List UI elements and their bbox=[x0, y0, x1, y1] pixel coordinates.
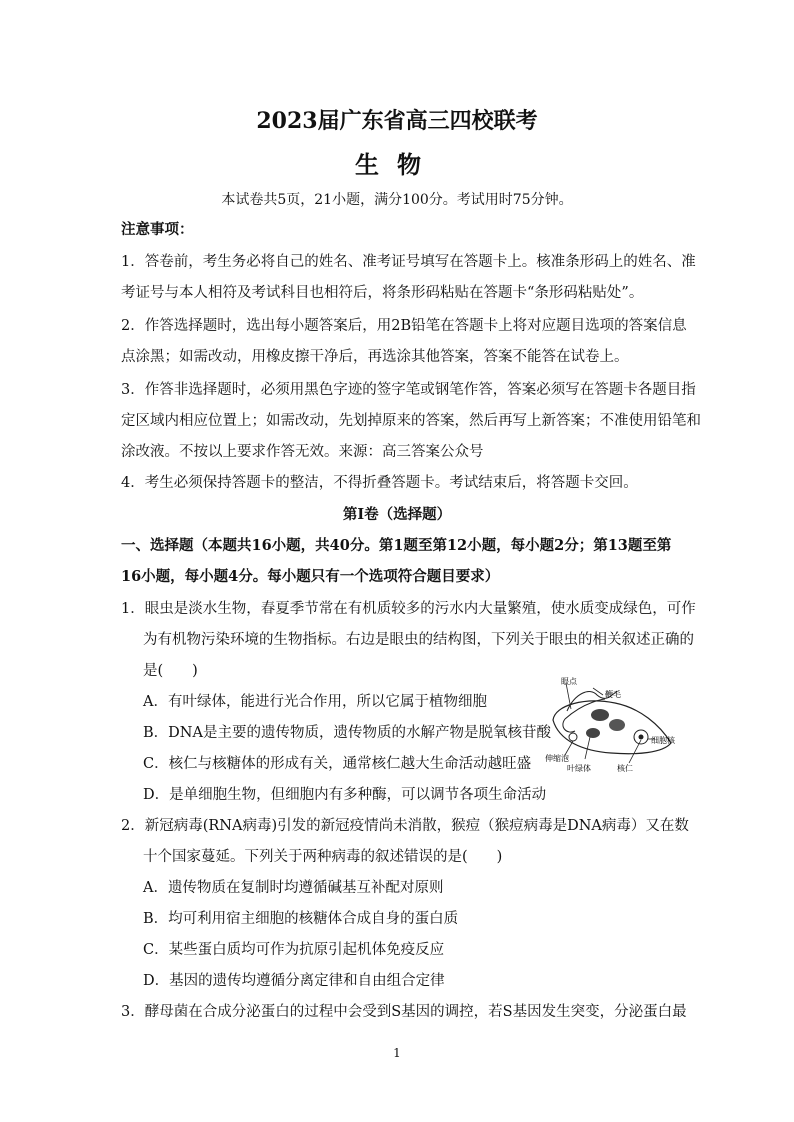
contractile-vacuole-shape bbox=[569, 733, 577, 741]
notes-line: 考证号与本人相符及考试科目也相符后，将条形码粘贴在答题卡“条形码粘贴处”。 bbox=[121, 285, 644, 301]
notes-line: 1．答卷前，考生务必将自己的姓名、准考证号填写在答题卡上。核准条形码上的姓名、准 bbox=[121, 254, 696, 270]
eyespot-label: 眼点 bbox=[561, 677, 577, 686]
flagellum-label: 鞭毛 bbox=[605, 690, 621, 699]
q1-option-c: C．核仁与核糖体的形成有关，通常核仁越大生命活动越旺盛 bbox=[143, 756, 532, 772]
q2-option-a: A．遗传物质在复制时均遵循碱基互补配对原则 bbox=[143, 880, 444, 896]
notes-line: 3．作答非选择题时，必须用黑色字迹的签字笔或钢笔作答，答案必须写在答题卡各题目指 bbox=[121, 382, 696, 398]
nucleolus-shape bbox=[639, 735, 644, 740]
leader-line bbox=[593, 688, 603, 695]
exam-info: 本试卷共5页，21小题，满分100分。考试用时75分钟。 bbox=[221, 192, 573, 208]
chloroplast-shape bbox=[586, 728, 600, 738]
q1-option-d: D．是单细胞生物，但细胞内有多种酶，可以调节各项生命活动 bbox=[143, 787, 547, 803]
q1-stem: 为有机物污染环境的生物指标。右边是眼虫的结构图，下列关于眼虫的相关叙述正确的 bbox=[143, 632, 694, 648]
q1-stem: 1．眼虫是淡水生物，春夏季节常在有机质较多的污水内大量繁殖，使水质变成绿色，可作 bbox=[121, 601, 696, 617]
exam-title: 2023届广东省高三四校联考 bbox=[256, 108, 538, 134]
q2-option-d: D．基因的遗传均遵循分离定律和自由组合定律 bbox=[143, 973, 445, 989]
part1-heading: 第Ⅰ卷（选择题） bbox=[342, 506, 452, 523]
euglena-diagram bbox=[545, 675, 680, 775]
q2-option-b: B．均可利用宿主细胞的核糖体合成自身的蛋白质 bbox=[143, 911, 459, 927]
notes-line: 点涂黑；如需改动，用橡皮擦干净后，再选涂其他答案，答案不能答在试卷上。 bbox=[121, 349, 629, 365]
page-number: 1 bbox=[393, 1046, 401, 1060]
notes-line: 4．考生必须保持答题卡的整洁，不得折叠答题卡。考试结束后，将答题卡交回。 bbox=[121, 475, 638, 491]
q3-stem: 3．酵母菌在合成分泌蛋白的过程中会受到S基因的调控，若S基因发生突变，分泌蛋白最 bbox=[121, 1004, 687, 1020]
nucleus-label: 细胞核 bbox=[651, 736, 675, 745]
notes-line: 定区域内相应位置上；如需改动，先划掉原来的答案，然后再写上新答案；不准使用铅笔和 bbox=[121, 413, 701, 429]
nucleolus-label: 核仁 bbox=[617, 764, 633, 773]
q2-option-c: C．某些蛋白质均可作为抗原引起机体免疫反应 bbox=[143, 942, 445, 958]
q2-stem: 2．新冠病毒(RNA病毒)引发的新冠疫情尚未消散，猴痘（猴痘病毒是DNA病毒）又在数 bbox=[121, 818, 689, 834]
chloroplast-shape bbox=[591, 709, 609, 721]
leader-line bbox=[629, 740, 641, 763]
contractile-label: 伸缩泡 bbox=[545, 754, 569, 763]
notes-heading: 注意事项： bbox=[121, 221, 194, 238]
q1-stem: 是( ) bbox=[143, 663, 198, 679]
chloroplast-shape bbox=[609, 719, 625, 731]
q1-option-a: A．有叶绿体，能进行光合作用，所以它属于植物细胞 bbox=[143, 694, 487, 710]
notes-line: 涂改液。不按以上要求作答无效。来源：高三答案公众号 bbox=[121, 444, 484, 460]
q2-stem: 十个国家蔓延。下列关于两种病毒的叙述错误的是( ) bbox=[143, 849, 503, 865]
notes-line: 2．作答选择题时，选出每小题答案后，用2B铅笔在答题卡上将对应题目选项的答案信息 bbox=[121, 318, 687, 334]
q1-option-b: B．DNA是主要的遗传物质，遗传物质的水解产物是脱氧核苷酸 bbox=[143, 725, 551, 741]
subject-title: 生物 bbox=[355, 150, 439, 179]
section-intro: 16小题，每小题4分。每小题只有一个选项符合题目要求） bbox=[121, 568, 500, 585]
chloroplast-label: 叶绿体 bbox=[567, 764, 591, 773]
leader-line bbox=[565, 741, 573, 755]
section-intro: 一、选择题（本题共16小题，共40分。第1题至第12小题，每小题2分；第13题至第 bbox=[121, 537, 672, 554]
